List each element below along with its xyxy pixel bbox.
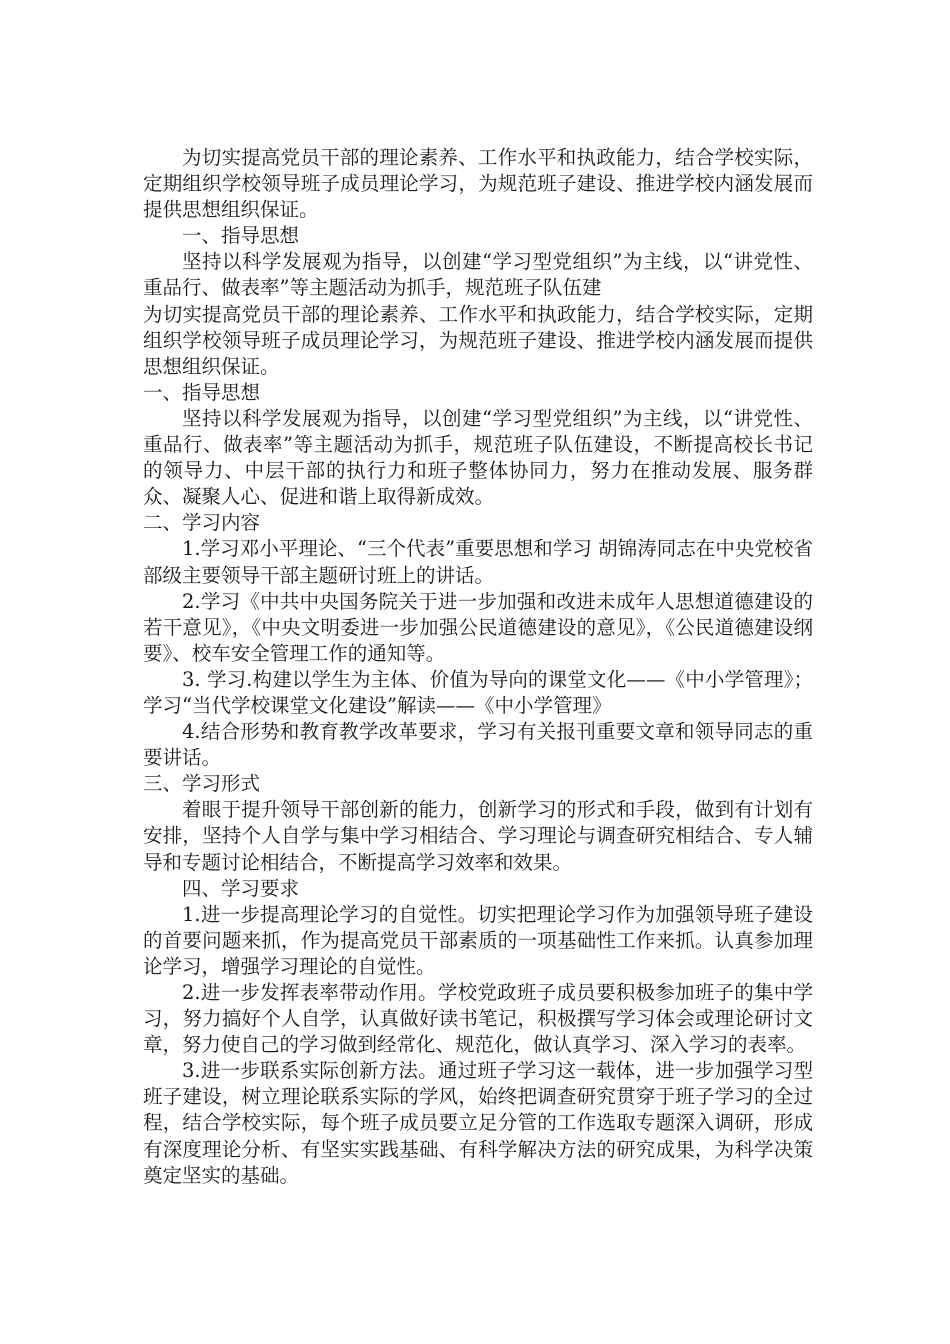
intro-paragraph-repeat: 为切实提高党员干部的理论素养、工作水平和执政能力，结合学校实际，定期组织学校领导班子成员理论学习，为规范班子建设、推进学校内涵发展而提供思想组织保证。 — [143, 302, 813, 378]
section-heading-guiding-thought-repeat: 一、指导思想 — [143, 380, 261, 404]
study-content-item-3: 3. 学习.构建以学生为主体、价值为导向的课堂文化——《中小学管理》；学习“当代学校课堂文化建设”解读——《中小学管理》 — [143, 667, 813, 717]
intro-paragraph: 为切实提高党员干部的理论素养、工作水平和执政能力，结合学校实际，定期组织学校领导班子成员理论学习，为规范班子建设、推进学校内涵发展而提供思想组织保证。 — [143, 146, 813, 222]
section-heading-study-requirements: 四、学习要求 — [182, 876, 300, 900]
study-content-item-4: 4.结合形势和教育教学改革要求，学习有关报刊重要文章和领导同志的重要讲话。 — [143, 720, 813, 770]
study-content-item-2: 2.学习《中共中央国务院关于进一步加强和改进未成年人思想道德建设的若干意见》，《中央文明委进一步加强公民道德建设的意见》，《公民道德建设纲要》、校车安全管理工作的通知等。 — [143, 589, 813, 665]
study-requirement-item-3: 3.进一步联系实际创新方法。通过班子学习这一载体，进一步加强学习型班子建设，树立理论联系实际的学风，始终把调查研究贯穿于班子学习的全过程，结合学校实际，每个班子成员要立足分管的工作选取专题深入调研，形成有深度理论分析、有坚实实践基础、有科学解决方法的研究成果，为科学决策奠定坚实的基础。 — [143, 1059, 813, 1187]
section-heading-guiding-thought: 一、指导思想 — [182, 224, 300, 248]
study-requirement-item-2: 2.进一步发挥表率带动作用。学校党政班子成员要积极参加班子的集中学习，努力搞好个人自学，认真做好读书笔记，积极撰写学习体会或理论研讨文章，努力使自己的学习做到经常化、规范化，做认真学习、深入学习的表率。 — [143, 981, 813, 1057]
section-heading-study-form: 三、学习形式 — [143, 772, 261, 796]
guiding-thought-paragraph-fragment: 坚持以科学发展观为指导，以创建“学习型党组织”为主线，以“讲党性、重品行、做表率”等主题活动为抓手，规范班子队伍建 — [143, 250, 813, 300]
study-content-item-1: 1.学习邓小平理论、“三个代表”重要思想和学习 胡锦涛同志在中央党校省部级主要领导干部主题研讨班上的讲话。 — [143, 537, 813, 587]
section-heading-study-content: 二、学习内容 — [143, 511, 261, 535]
guiding-thought-paragraph: 坚持以科学发展观为指导，以创建“学习型党组织”为主线，以“讲党性、重品行、做表率”等主题活动为抓手，规范班子队伍建设，不断提高校长书记的领导力、中层干部的执行力和班子整体协同力，努力在推动发展、服务群众、凝聚人心、促进和谐上取得新成效。 — [143, 406, 813, 509]
study-requirement-item-1: 1.进一步提高理论学习的自觉性。切实把理论学习作为加强领导班子建设的首要问题来抓，作为提高党员干部素质的一项基础性工作来抓。认真参加理论学习，增强学习理论的自觉性。 — [143, 902, 813, 978]
document-body — [143, 145, 813, 1189]
study-form-paragraph: 着眼于提升领导干部创新的能力，创新学习的形式和手段，做到有计划有安排，坚持个人自学与集中学习相结合、学习理论与调查研究相结合、专人辅导和专题讨论相结合，不断提高学习效率和效果。 — [143, 798, 813, 874]
